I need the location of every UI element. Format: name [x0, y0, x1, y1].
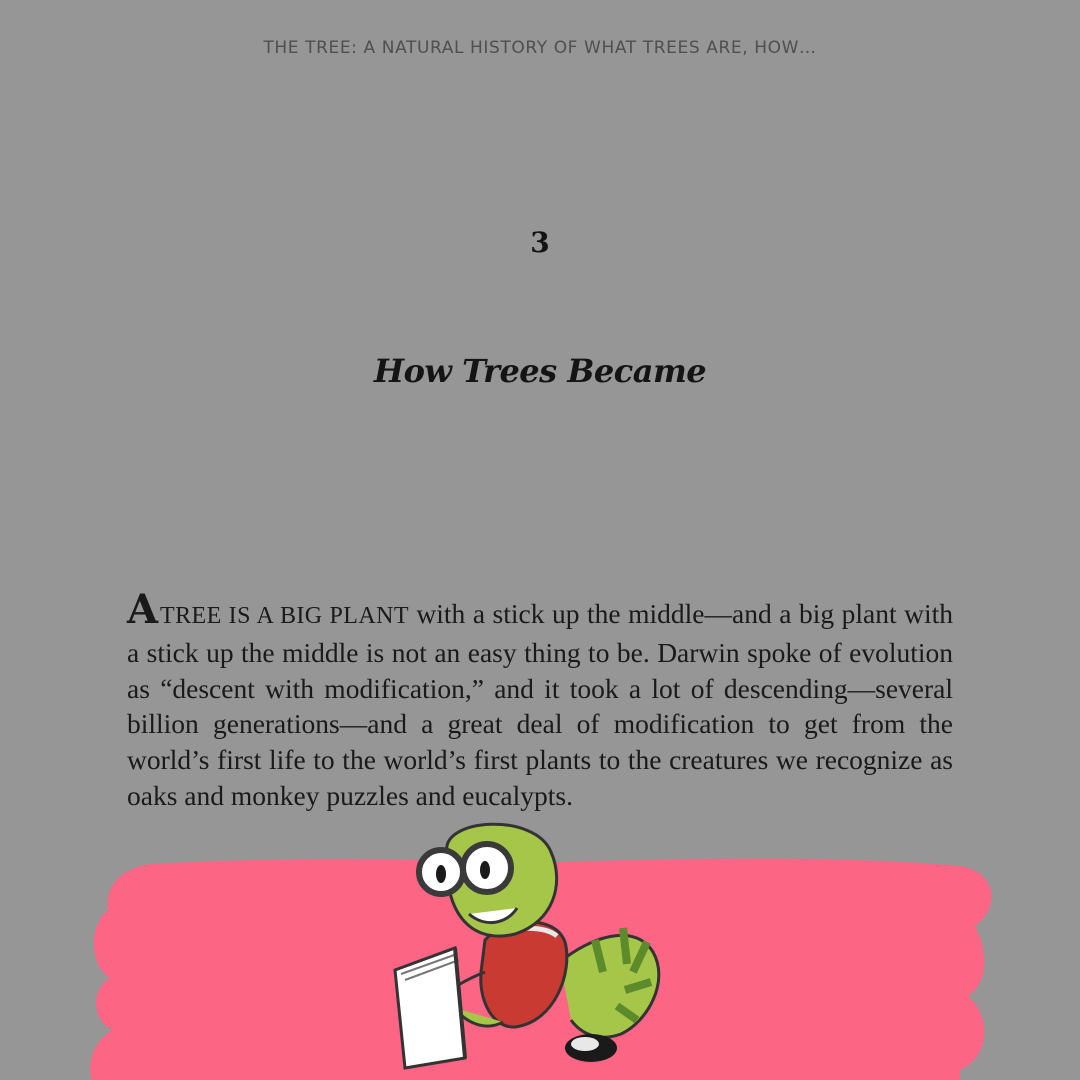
- chapter-number: 3: [530, 226, 550, 259]
- drop-cap: A: [127, 586, 159, 633]
- body-paragraph: [127, 586, 953, 814]
- running-header: THE TREE: A NATURAL HISTORY OF WHAT TREES ARE, HOW…: [263, 38, 817, 58]
- paragraph-text: with a stick up the middle—and a big plant with a stick up the middle is not an easy thing to be. Darwin spoke of evolution as “descent with modification,” and it took a lot of descending—several billion generations—and a great deal of modification to get from the world’s first life to the world’s first plants to the creatures we recognize as oaks and monkey puzzles and eucalypts.: [127, 598, 953, 811]
- bookworm-reading-icon: [385, 822, 665, 1072]
- small-caps-lead: TREE IS A BIG PLANT: [160, 603, 409, 629]
- chapter-title: How Trees Became: [373, 352, 707, 390]
